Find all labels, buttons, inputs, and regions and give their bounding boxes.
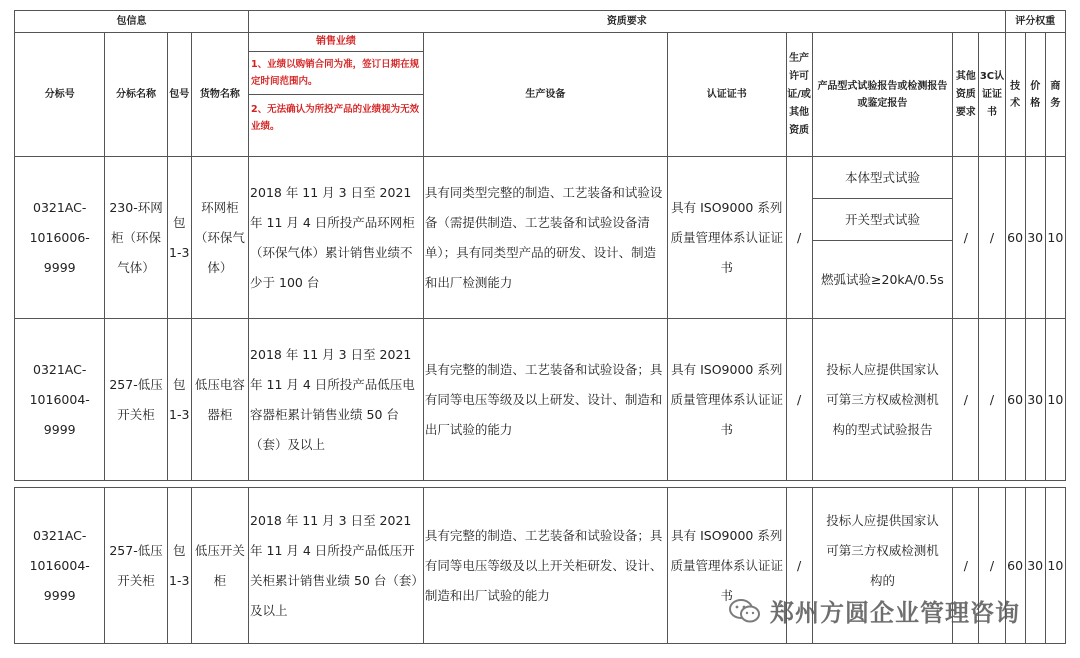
row1-other: / <box>953 157 979 319</box>
col-business: 商务 <box>1045 33 1065 157</box>
group-package-header: 包信息 <box>15 11 249 33</box>
row3-package: 包1-3 <box>167 488 191 644</box>
row2-ccc: / <box>979 319 1005 481</box>
row1-lot-name: 230-环网柜（环保气体） <box>105 157 167 319</box>
col-other: 其他资质要求 <box>953 33 979 157</box>
row3-lot-name: 257-低压开关柜 <box>105 488 167 644</box>
row2-sales: 2018 年 11 月 3 日至 2021 年 11 月 4 日所投产品低压电容器柜累计销售业绩 50 台（套）及以上 <box>249 319 424 481</box>
row1-ccc: / <box>979 157 1005 319</box>
row2-cert: 具有 ISO9000 系列质量管理体系认证证书 <box>667 319 786 481</box>
col-lot-name: 分标名称 <box>105 33 167 157</box>
col-package: 包号 <box>167 33 191 157</box>
row2-business: 10 <box>1045 319 1065 481</box>
col-sales <box>249 33 424 157</box>
row3-price: 30 <box>1025 488 1045 644</box>
row3-ccc: / <box>979 488 1005 644</box>
col-license: 生产许可证/或其他资质 <box>786 33 812 157</box>
row1-price: 30 <box>1025 157 1045 319</box>
group-qualification-header: 资质要求 <box>249 11 1006 33</box>
col-tech: 技术 <box>1005 33 1025 157</box>
sales-note-1: 1、业绩以购销合同为准，签订日期在规定时间范围内。 <box>249 52 423 95</box>
sales-title: 销售业绩 <box>249 33 423 52</box>
row1-license: / <box>786 157 812 319</box>
row1-cert: 具有 ISO9000 系列质量管理体系认证证书 <box>667 157 786 319</box>
row1-package: 包1-3 <box>167 157 191 319</box>
row3-license: / <box>786 488 812 644</box>
row2-lot-no: 0321AC-1016004-9999 <box>15 319 105 481</box>
row2-price: 30 <box>1025 319 1045 481</box>
row3-report: 投标人应提供国家认可第三方权威检测机构的 <box>812 488 953 644</box>
row3-cert: 具有 ISO9000 系列质量管理体系认证证书 <box>667 488 786 644</box>
row2-equipment: 具有完整的制造、工艺装备和试验设备；具有同等电压等级及以上研发、设计、制造和出厂试验的能力 <box>423 319 667 481</box>
col-ccc: 3C认证证书 <box>979 33 1005 157</box>
watermark-text: 郑州方圆企业管理咨询 <box>770 599 1020 627</box>
col-report: 产品型式试验报告或检测报告或鉴定报告 <box>812 33 953 157</box>
col-cert: 认证证书 <box>667 33 786 157</box>
row3-business: 10 <box>1045 488 1065 644</box>
sales-note-2: 2、无法确认为所投产品的业绩视为无效业绩。 <box>251 104 420 132</box>
row3-lot-no: 0321AC-1016004-9999 <box>15 488 105 644</box>
row2-package: 包1-3 <box>167 319 191 481</box>
group-weight-header: 评分权重 <box>1005 11 1065 33</box>
row1-goods: 环网柜（环保气体） <box>191 157 248 319</box>
wechat-icon <box>728 598 762 624</box>
col-goods: 货物名称 <box>191 33 248 157</box>
row1-equipment: 具有同类型完整的制造、工艺装备和试验设备（需提供制造、工艺装备和试验设备清单）；具有同类型产品的研发、设计、制造和出厂检测能力 <box>423 157 667 319</box>
row3-goods: 低压开关柜 <box>191 488 248 644</box>
row1-report-3: 燃弧试验≥20kA/0.5s <box>812 241 953 319</box>
row1-report-2: 开关型式试验 <box>812 199 953 241</box>
row2-license: / <box>786 319 812 481</box>
row1-lot-no: 0321AC-1016006-9999 <box>15 157 105 319</box>
row3-sales: 2018 年 11 月 3 日至 2021 年 11 月 4 日所投产品低压开关柜累计销售业绩 50 台（套）及以上 <box>249 488 424 644</box>
row1-tech: 60 <box>1005 157 1025 319</box>
row2-goods: 低压电容器柜 <box>191 319 248 481</box>
col-equipment: 生产设备 <box>423 33 667 157</box>
row1-business: 10 <box>1045 157 1065 319</box>
row2-tech: 60 <box>1005 319 1025 481</box>
watermark <box>728 593 1020 628</box>
qualification-table <box>14 10 1066 644</box>
row3-equipment: 具有完整的制造、工艺装备和试验设备；具有同等电压等级及以上开关柜研发、设计、制造和出厂试验的能力 <box>423 488 667 644</box>
row2-report: 投标人应提供国家认可第三方权威检测机构的型式试验报告 <box>812 319 953 481</box>
row3-other: / <box>953 488 979 644</box>
row2-lot-name: 257-低压开关柜 <box>105 319 167 481</box>
row1-report-1: 本体型式试验 <box>812 157 953 199</box>
row-spacer <box>15 481 1066 488</box>
col-lot-no: 分标号 <box>15 33 105 157</box>
row3-tech: 60 <box>1005 488 1025 644</box>
col-price: 价格 <box>1025 33 1045 157</box>
row2-other: / <box>953 319 979 481</box>
row1-sales: 2018 年 11 月 3 日至 2021 年 11 月 4 日所投产品环网柜（环保气体）累计销售业绩不少于 100 台 <box>249 157 424 319</box>
